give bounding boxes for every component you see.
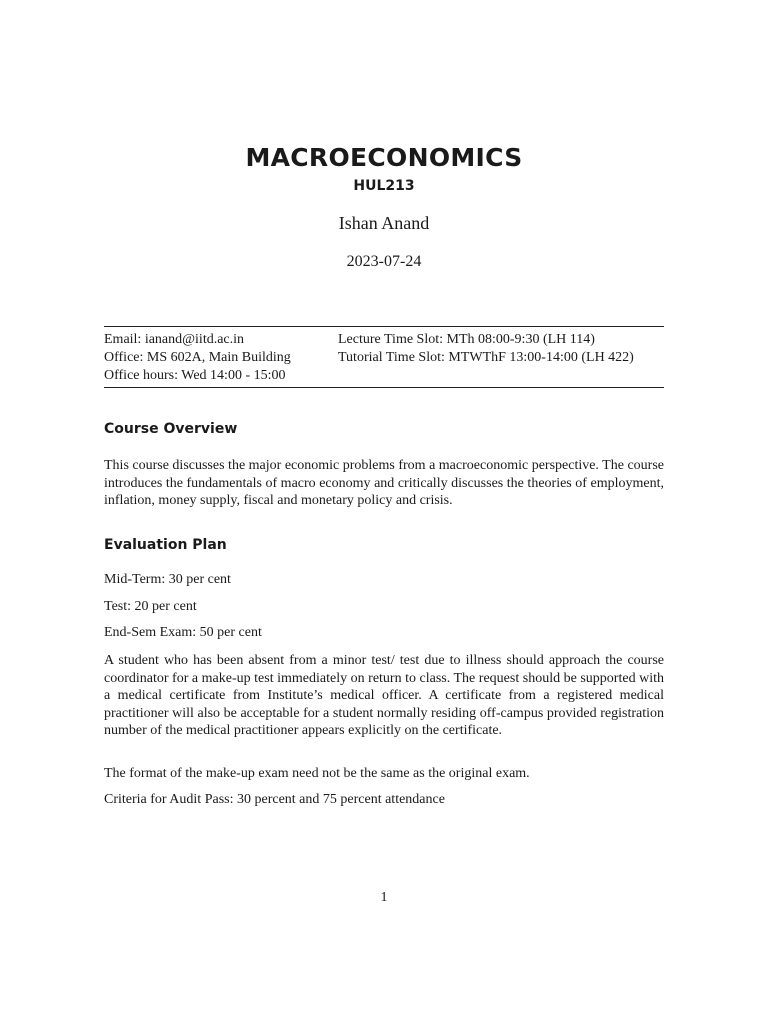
course-info-box [104,326,664,388]
course-overview-text: This course discusses the major economic problems from a macroeconomic perspective. The course introduces the fundamentals of macro economy and critically discusses the theories of employment, inflation, money supply, fiscal and monetary policy and crisis. [104,458,664,508]
page-number: 1 [380,890,388,905]
document-date: 2023-07-24 [346,253,422,270]
author-name: Ishan Anand [338,213,430,233]
evaluation-item-endsem: End-Sem Exam: 50 per cent [104,625,262,640]
evaluation-plan-heading: Evaluation Plan [104,537,227,553]
evaluation-item-test: Test: 20 per cent [104,599,197,614]
document-title: MACROECONOMICS [245,143,523,172]
audit-criteria-text: Criteria for Audit Pass: 30 percent and 75 percent attendance [104,792,445,807]
office-line: Office: MS 602A, Main Building [104,350,291,365]
course-code: HUL213 [353,178,415,194]
lecture-slot-line: Lecture Time Slot: MTh 08:00-9:30 (LH 114) [338,332,595,347]
evaluation-item-midterm: Mid-Term: 30 per cent [104,572,231,587]
schedule-info-column [338,331,634,367]
tutorial-slot-line: Tutorial Time Slot: MTWThF 13:00-14:00 (LH 422) [338,350,634,365]
office-hours-line: Office hours: Wed 14:00 - 15:00 [104,368,286,383]
email-line: Email: ianand@iitd.ac.in [104,332,245,347]
contact-info-column [104,331,291,385]
makeup-format-text: The format of the make-up exam need not be the same as the original exam. [104,766,530,781]
course-overview-heading: Course Overview [104,421,238,437]
absence-policy-text: A student who has been absent from a minor test/ test due to illness should approach the course coordinator for a make-up test immediately on return to class. The request should be supported with a medical certificate from Institute’s medical officer. A certificate from a registered medical practitioner will also be acceptable for a student normally residing off-campus provided registration number of the medical practitioner appears explicitly on the certificate. [104,653,664,738]
